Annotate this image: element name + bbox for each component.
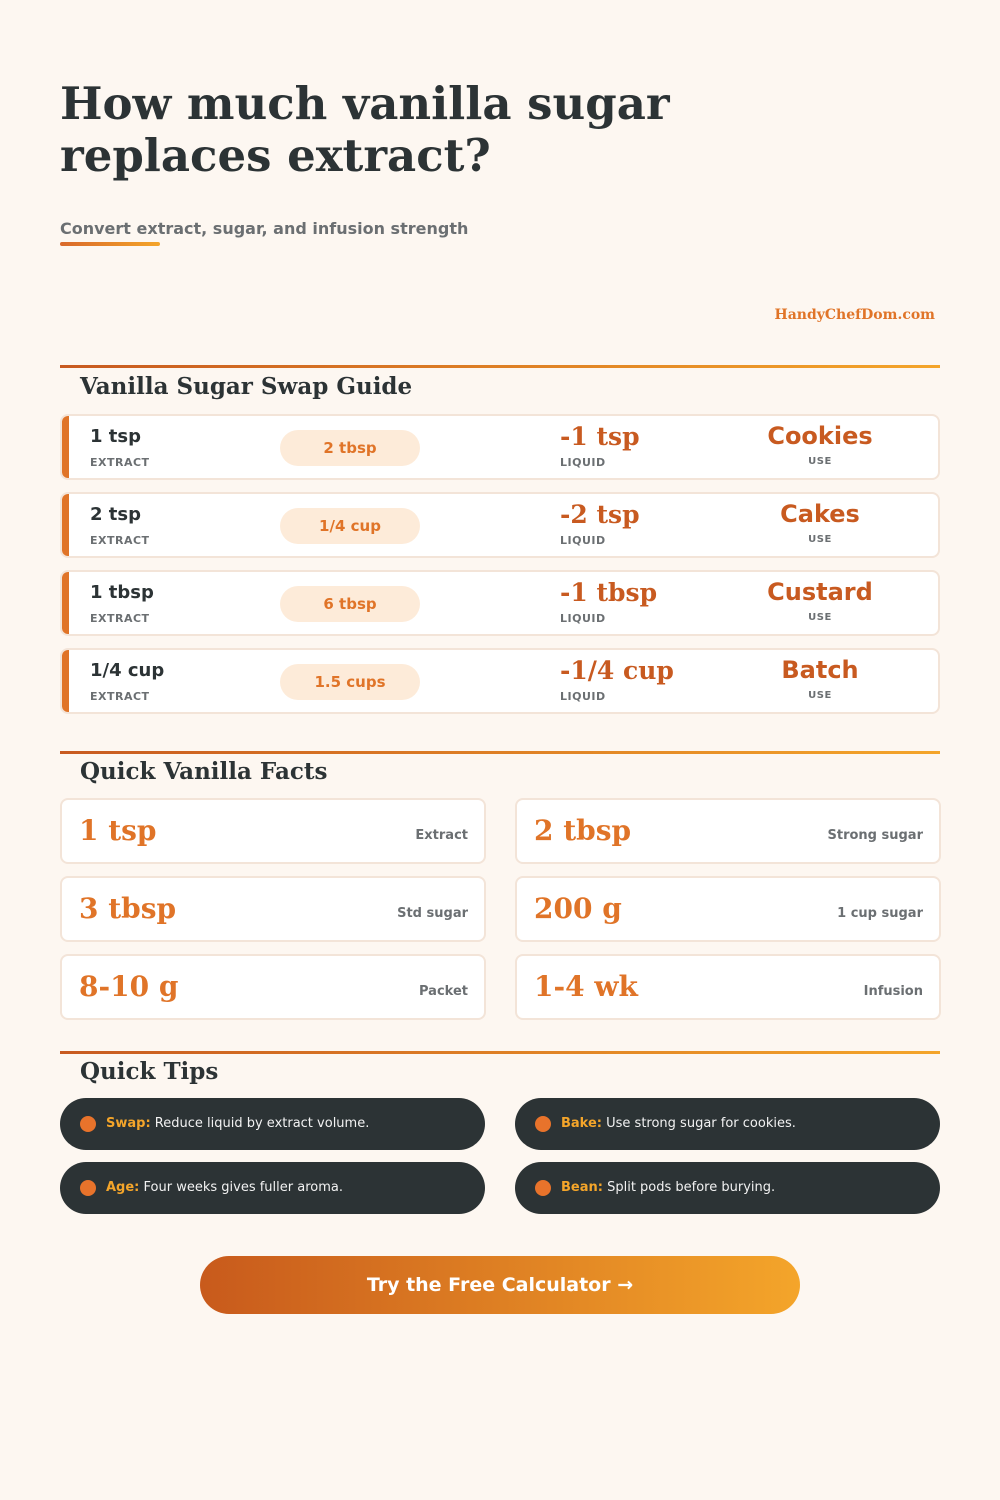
tip-pill	[60, 1162, 485, 1214]
fact-label: Packet	[419, 984, 468, 999]
liquid-label: LIQUID	[560, 534, 606, 547]
tip-pill	[60, 1098, 485, 1150]
use-case: Custard	[767, 578, 873, 606]
row-accent-bar	[62, 650, 69, 712]
sugar-amount-pill: 2 tbsp	[280, 430, 420, 466]
fact-card	[515, 876, 941, 942]
row-accent-bar	[62, 572, 69, 634]
use-label: USE	[808, 456, 832, 467]
fact-value: 8-10 g	[79, 970, 179, 1003]
fact-value: 1-4 wk	[534, 970, 638, 1003]
row-accent-bar	[62, 494, 69, 556]
sugar-amount-pill: 6 tbsp	[280, 586, 420, 622]
bullet-dot-icon	[80, 1180, 96, 1196]
tip-key: Age:	[106, 1180, 140, 1195]
liquid-label: LIQUID	[560, 456, 606, 469]
extract-amount: 1 tsp	[90, 426, 141, 447]
fact-card	[60, 798, 486, 864]
bullet-dot-icon	[535, 1116, 551, 1132]
page-title: How much vanilla sugar replaces extract?	[60, 77, 670, 182]
bullet-dot-icon	[535, 1180, 551, 1196]
tips-title: Quick Tips	[80, 1058, 219, 1085]
section-divider	[60, 1051, 940, 1054]
swap-guide-title: Vanilla Sugar Swap Guide	[80, 373, 413, 400]
swap-row	[60, 414, 940, 480]
sugar-amount-pill: 1/4 cup	[280, 508, 420, 544]
extract-label: EXTRACT	[90, 456, 150, 469]
liquid-adjustment: -1 tbsp	[560, 578, 658, 607]
tip-text: Use strong sugar for cookies.	[602, 1116, 796, 1131]
swap-row	[60, 492, 940, 558]
page-subtitle: Convert extract, sugar, and infusion strength	[60, 219, 469, 238]
section-divider	[60, 751, 940, 754]
fact-value: 3 tbsp	[79, 892, 177, 925]
tip-pill	[515, 1162, 940, 1214]
facts-title: Quick Vanilla Facts	[80, 758, 328, 785]
fact-value: 2 tbsp	[534, 814, 632, 847]
fact-card	[515, 798, 941, 864]
use-case: Cakes	[780, 500, 860, 528]
fact-label: 1 cup sugar	[837, 906, 923, 921]
liquid-adjustment: -2 tsp	[560, 500, 640, 529]
extract-amount: 1 tbsp	[90, 582, 154, 603]
subtitle-underline	[60, 242, 160, 246]
row-accent-bar	[62, 416, 69, 478]
fact-card	[60, 876, 486, 942]
extract-amount: 1/4 cup	[90, 660, 165, 681]
fact-value: 200 g	[534, 892, 622, 925]
fact-card	[60, 954, 486, 1020]
swap-row	[60, 570, 940, 636]
liquid-adjustment: -1 tsp	[560, 422, 640, 451]
liquid-adjustment: -1/4 cup	[560, 656, 674, 685]
tip-text: Four weeks gives fuller aroma.	[139, 1180, 343, 1195]
fact-value: 1 tsp	[79, 814, 157, 847]
tip-text: Split pods before burying.	[602, 1180, 776, 1195]
fact-label: Infusion	[863, 984, 923, 999]
use-label: USE	[808, 612, 832, 623]
tip-key: Bake:	[561, 1116, 602, 1131]
sugar-amount-pill: 1.5 cups	[280, 664, 420, 700]
use-case: Cookies	[767, 422, 873, 450]
use-label: USE	[808, 534, 832, 545]
swap-row	[60, 648, 940, 714]
fact-card	[515, 954, 941, 1020]
tip-key: Swap:	[106, 1116, 151, 1131]
liquid-label: LIQUID	[560, 690, 606, 703]
extract-label: EXTRACT	[90, 690, 150, 703]
extract-label: EXTRACT	[90, 612, 150, 625]
brand-link[interactable]: HandyChefDom.com	[774, 307, 935, 323]
tip-pill	[515, 1098, 940, 1150]
tip-key: Bean:	[561, 1180, 603, 1195]
section-divider	[60, 365, 940, 368]
use-label: USE	[808, 690, 832, 701]
calculator-cta-button[interactable]: Try the Free Calculator →	[200, 1256, 800, 1314]
extract-amount: 2 tsp	[90, 504, 141, 525]
use-case: Batch	[781, 656, 859, 684]
bullet-dot-icon	[80, 1116, 96, 1132]
fact-label: Extract	[415, 828, 468, 843]
fact-label: Strong sugar	[827, 828, 923, 843]
extract-label: EXTRACT	[90, 534, 150, 547]
tip-text: Reduce liquid by extract volume.	[150, 1116, 370, 1131]
fact-label: Std sugar	[397, 906, 468, 921]
liquid-label: LIQUID	[560, 612, 606, 625]
